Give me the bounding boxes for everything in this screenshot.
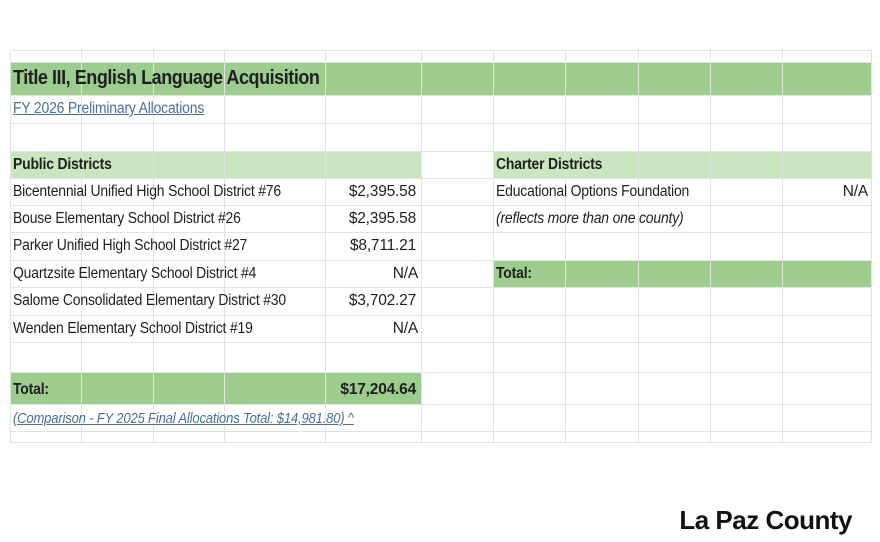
public-total-label: Total: bbox=[13, 381, 49, 398]
public-district-name: Quartzsite Elementary School District #4 bbox=[13, 265, 257, 282]
public-district-name: Wenden Elementary School District #19 bbox=[13, 320, 253, 337]
charter-district-amount: N/A bbox=[842, 183, 868, 200]
charter-districts-header: Charter Districts bbox=[496, 156, 603, 173]
public-district-amount: $2,395.58 bbox=[348, 210, 416, 227]
public-district-amount: N/A bbox=[392, 265, 418, 282]
public-district-name: Bicentennial Unified High School District #76 bbox=[13, 183, 281, 200]
public-districts-header: Public Districts bbox=[13, 156, 112, 173]
charter-district-name: Educational Options Foundation bbox=[496, 183, 690, 200]
public-district-amount: $8,711.21 bbox=[349, 237, 416, 254]
comparison-link[interactable]: (Comparison - FY 2025 Final Allocations Total: $14,981.80) ^ bbox=[13, 411, 354, 427]
public-district-amount: $3,702.27 bbox=[348, 292, 416, 309]
public-total-value: $17,204.64 bbox=[340, 381, 416, 398]
charter-total-label: Total: bbox=[496, 265, 532, 282]
public-district-amount: N/A bbox=[392, 320, 418, 337]
charter-total-band bbox=[493, 260, 871, 287]
county-name: La Paz County bbox=[679, 505, 852, 535]
public-district-name: Salome Consolidated Elementary District #30 bbox=[13, 292, 286, 309]
public-district-name: Bouse Elementary School District #26 bbox=[13, 210, 241, 227]
public-district-amount: $2,395.58 bbox=[348, 183, 416, 200]
allocations-link[interactable]: FY 2026 Preliminary Allocations bbox=[13, 100, 205, 117]
page-title: Title III, English Language Acquisition bbox=[13, 67, 320, 89]
charter-note: (reflects more than one county) bbox=[496, 210, 684, 227]
public-district-name: Parker Unified High School District #27 bbox=[13, 237, 248, 254]
